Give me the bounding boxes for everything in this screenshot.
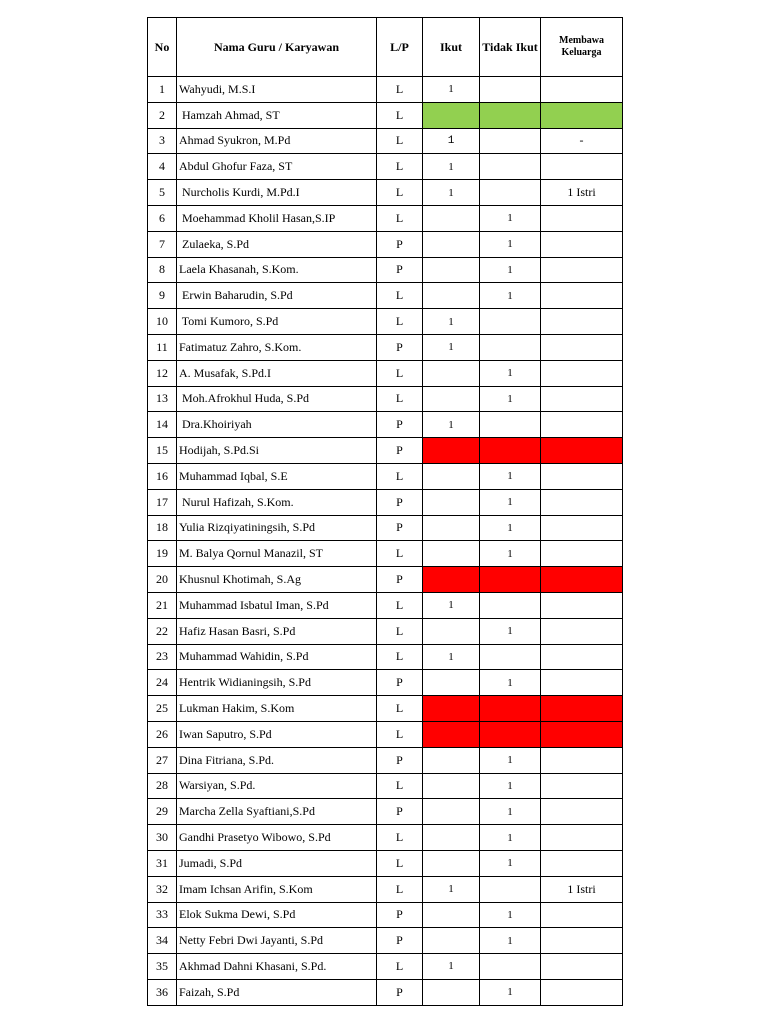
cell-ikut [423,489,480,515]
cell-no: 12 [148,360,177,386]
cell-ikut [423,696,480,722]
cell-tidak-ikut [480,644,541,670]
cell-lp: L [377,283,423,309]
cell-membawa-keluarga [541,283,623,309]
cell-tidak-ikut [480,721,541,747]
cell-tidak-ikut [480,154,541,180]
cell-ikut: 1 [423,876,480,902]
cell-tidak-ikut [480,876,541,902]
cell-no: 21 [148,592,177,618]
cell-no: 28 [148,773,177,799]
table-row [148,747,623,773]
cell-membawa-keluarga [541,334,623,360]
cell-no: 33 [148,902,177,928]
table-row [148,696,623,722]
cell-ikut [423,231,480,257]
cell-tidak-ikut [480,954,541,980]
table-row [148,799,623,825]
cell-tidak-ikut: 1 [480,515,541,541]
cell-ikut: 1 [423,592,480,618]
cell-name: Nurul Hafizah, S.Kom. [177,489,377,515]
cell-membawa-keluarga [541,386,623,412]
cell-lp: L [377,180,423,206]
cell-lp: P [377,257,423,283]
cell-tidak-ikut [480,412,541,438]
cell-tidak-ikut [480,102,541,128]
cell-membawa-keluarga: - [541,128,623,154]
table-row [148,77,623,103]
cell-lp: L [377,825,423,851]
cell-name: Zulaeka, S.Pd [177,231,377,257]
cell-lp: P [377,747,423,773]
table-row [148,618,623,644]
cell-no: 26 [148,721,177,747]
cell-no: 25 [148,696,177,722]
cell-no: 20 [148,567,177,593]
cell-tidak-ikut: 1 [480,386,541,412]
cell-ikut [423,102,480,128]
cell-lp: L [377,618,423,644]
cell-name: Ahmad Syukron, M.Pd [177,128,377,154]
cell-name: Abdul Ghofur Faza, ST [177,154,377,180]
header-ikut: Ikut [423,18,480,77]
cell-no: 22 [148,618,177,644]
attendance-table [147,17,623,1006]
cell-lp: P [377,902,423,928]
cell-membawa-keluarga [541,644,623,670]
cell-membawa-keluarga [541,825,623,851]
cell-name: Hentrik Widianingsih, S.Pd [177,670,377,696]
table-row [148,567,623,593]
cell-ikut [423,567,480,593]
cell-ikut: 1 [423,180,480,206]
cell-tidak-ikut: 1 [480,979,541,1005]
cell-no: 29 [148,799,177,825]
table-row [148,463,623,489]
cell-lp: L [377,309,423,335]
cell-no: 17 [148,489,177,515]
table-row [148,438,623,464]
cell-name: A. Musafak, S.Pd.I [177,360,377,386]
table-row [148,309,623,335]
cell-tidak-ikut: 1 [480,928,541,954]
cell-ikut: 1 [423,334,480,360]
cell-lp: L [377,592,423,618]
cell-ikut [423,799,480,825]
cell-lp: L [377,463,423,489]
cell-ikut: 1 [423,309,480,335]
header-row [148,18,623,77]
cell-membawa-keluarga [541,696,623,722]
cell-tidak-ikut [480,180,541,206]
cell-membawa-keluarga [541,954,623,980]
header-tidak-ikut: Tidak Ikut [480,18,541,77]
cell-no: 3 [148,128,177,154]
cell-lp: L [377,850,423,876]
cell-membawa-keluarga [541,515,623,541]
cell-membawa-keluarga [541,850,623,876]
cell-ikut [423,515,480,541]
cell-name: Jumadi, S.Pd [177,850,377,876]
table-row [148,876,623,902]
cell-no: 7 [148,231,177,257]
cell-lp: P [377,231,423,257]
cell-name: Elok Sukma Dewi, S.Pd [177,902,377,928]
cell-name: Moh.Afrokhul Huda, S.Pd [177,386,377,412]
cell-membawa-keluarga [541,618,623,644]
table-row [148,515,623,541]
cell-ikut: 1 [423,412,480,438]
cell-lp: P [377,334,423,360]
cell-membawa-keluarga [541,309,623,335]
cell-name: Nurcholis Kurdi, M.Pd.I [177,180,377,206]
cell-membawa-keluarga [541,721,623,747]
cell-lp: P [377,438,423,464]
cell-name: Muhammad Wahidin, S.Pd [177,644,377,670]
cell-no: 5 [148,180,177,206]
cell-lp: L [377,154,423,180]
cell-ikut [423,257,480,283]
cell-tidak-ikut: 1 [480,670,541,696]
cell-tidak-ikut: 1 [480,825,541,851]
cell-ikut [423,928,480,954]
cell-tidak-ikut: 1 [480,773,541,799]
cell-membawa-keluarga [541,438,623,464]
table-row [148,825,623,851]
cell-membawa-keluarga [541,154,623,180]
cell-membawa-keluarga [541,257,623,283]
cell-membawa-keluarga [541,463,623,489]
header-no: No [148,18,177,77]
cell-ikut [423,541,480,567]
cell-name: Hafiz Hasan Basri, S.Pd [177,618,377,644]
cell-membawa-keluarga: 1 Istri [541,876,623,902]
cell-ikut [423,618,480,644]
cell-lp: P [377,799,423,825]
cell-tidak-ikut: 1 [480,799,541,825]
cell-lp: L [377,721,423,747]
cell-tidak-ikut: 1 [480,618,541,644]
cell-no: 9 [148,283,177,309]
cell-tidak-ikut: 1 [480,231,541,257]
cell-tidak-ikut [480,77,541,103]
cell-ikut [423,438,480,464]
cell-membawa-keluarga [541,592,623,618]
cell-name: Lukman Hakim, S.Kom [177,696,377,722]
cell-no: 24 [148,670,177,696]
cell-name: M. Balya Qornul Manazil, ST [177,541,377,567]
cell-name: Gandhi Prasetyo Wibowo, S.Pd [177,825,377,851]
table-row [148,180,623,206]
cell-tidak-ikut: 1 [480,205,541,231]
cell-ikut [423,463,480,489]
cell-ikut [423,670,480,696]
cell-membawa-keluarga [541,489,623,515]
cell-lp: P [377,412,423,438]
cell-membawa-keluarga [541,747,623,773]
table-row [148,205,623,231]
cell-lp: L [377,541,423,567]
cell-ikut: 1 [423,154,480,180]
cell-no: 34 [148,928,177,954]
table-body [148,77,623,1006]
table-row [148,386,623,412]
table-row [148,670,623,696]
cell-no: 18 [148,515,177,541]
cell-ikut [423,825,480,851]
cell-lp: L [377,128,423,154]
cell-name: Hodijah, S.Pd.Si [177,438,377,464]
table-row [148,902,623,928]
cell-name: Muhammad Iqbal, S.E [177,463,377,489]
table-row [148,231,623,257]
table-row [148,128,623,154]
cell-lp: P [377,928,423,954]
cell-lp: P [377,567,423,593]
cell-membawa-keluarga [541,567,623,593]
cell-lp: L [377,386,423,412]
cell-no: 23 [148,644,177,670]
cell-ikut: 1 [423,77,480,103]
cell-lp: P [377,979,423,1005]
cell-tidak-ikut [480,438,541,464]
table-row [148,102,623,128]
cell-name: Dina Fitriana, S.Pd. [177,747,377,773]
cell-lp: L [377,644,423,670]
cell-ikut: 1 [423,644,480,670]
cell-membawa-keluarga [541,979,623,1005]
cell-membawa-keluarga [541,102,623,128]
header-lp: L/P [377,18,423,77]
cell-ikut [423,386,480,412]
cell-no: 30 [148,825,177,851]
table-row [148,979,623,1005]
cell-name: Moehammad Kholil Hasan,S.IP [177,205,377,231]
cell-ikut [423,360,480,386]
cell-lp: L [377,102,423,128]
cell-ikut [423,283,480,309]
cell-ikut [423,902,480,928]
table-row [148,592,623,618]
cell-no: 8 [148,257,177,283]
cell-no: 1 [148,77,177,103]
cell-name: Laela Khasanah, S.Kom. [177,257,377,283]
header-name: Nama Guru / Karyawan [177,18,377,77]
cell-no: 32 [148,876,177,902]
cell-ikut [423,205,480,231]
cell-no: 2 [148,102,177,128]
cell-membawa-keluarga [541,902,623,928]
table-row [148,850,623,876]
cell-lp: L [377,696,423,722]
cell-tidak-ikut: 1 [480,257,541,283]
cell-ikut [423,773,480,799]
cell-no: 35 [148,954,177,980]
cell-ikut [423,747,480,773]
cell-no: 6 [148,205,177,231]
table-row [148,489,623,515]
cell-name: Tomi Kumoro, S.Pd [177,309,377,335]
table-row [148,928,623,954]
cell-lp: P [377,670,423,696]
cell-ikut [423,721,480,747]
cell-membawa-keluarga [541,412,623,438]
table-row [148,644,623,670]
cell-name: Khusnul Khotimah, S.Ag [177,567,377,593]
cell-tidak-ikut: 1 [480,902,541,928]
cell-tidak-ikut: 1 [480,489,541,515]
cell-no: 11 [148,334,177,360]
cell-lp: L [377,205,423,231]
cell-ikut [423,979,480,1005]
table-row [148,773,623,799]
cell-name: Netty Febri Dwi Jayanti, S.Pd [177,928,377,954]
cell-name: Akhmad Dahni Khasani, S.Pd. [177,954,377,980]
header-membawa-keluarga: Membawa Keluarga [541,18,623,77]
cell-no: 14 [148,412,177,438]
cell-tidak-ikut: 1 [480,360,541,386]
cell-no: 4 [148,154,177,180]
cell-no: 27 [148,747,177,773]
cell-tidak-ikut: 1 [480,283,541,309]
table-row [148,334,623,360]
cell-tidak-ikut: 1 [480,463,541,489]
cell-name: Erwin Baharudin, S.Pd [177,283,377,309]
table-row [148,954,623,980]
cell-name: Wahyudi, M.S.I [177,77,377,103]
cell-tidak-ikut: 1 [480,747,541,773]
table-row [148,541,623,567]
cell-tidak-ikut [480,592,541,618]
cell-ikut [423,850,480,876]
cell-lp: L [377,360,423,386]
table-row [148,360,623,386]
cell-lp: P [377,489,423,515]
cell-tidak-ikut [480,128,541,154]
cell-no: 16 [148,463,177,489]
cell-membawa-keluarga [541,231,623,257]
cell-name: Hamzah Ahmad, ST [177,102,377,128]
cell-lp: L [377,77,423,103]
cell-no: 36 [148,979,177,1005]
cell-lp: P [377,515,423,541]
cell-tidak-ikut [480,334,541,360]
cell-membawa-keluarga [541,541,623,567]
cell-tidak-ikut: 1 [480,850,541,876]
cell-no: 15 [148,438,177,464]
cell-membawa-keluarga [541,77,623,103]
table-row [148,257,623,283]
cell-no: 19 [148,541,177,567]
cell-name: Iwan Saputro, S.Pd [177,721,377,747]
cell-name: Marcha Zella Syaftiani,S.Pd [177,799,377,825]
cell-name: Muhammad Isbatul Iman, S.Pd [177,592,377,618]
cell-membawa-keluarga [541,670,623,696]
cell-membawa-keluarga [541,205,623,231]
cell-ikut: 1 [423,128,480,154]
cell-name: Fatimatuz Zahro, S.Kom. [177,334,377,360]
cell-lp: L [377,876,423,902]
cell-name: Dra.Khoiriyah [177,412,377,438]
cell-name: Faizah, S.Pd [177,979,377,1005]
cell-name: Warsiyan, S.Pd. [177,773,377,799]
cell-lp: L [377,954,423,980]
table-row [148,154,623,180]
cell-membawa-keluarga: 1 Istri [541,180,623,206]
table-row [148,283,623,309]
cell-no: 31 [148,850,177,876]
cell-name: Yulia Rizqiyatiningsih, S.Pd [177,515,377,541]
cell-no: 13 [148,386,177,412]
cell-no: 10 [148,309,177,335]
cell-tidak-ikut [480,567,541,593]
cell-name: Imam Ichsan Arifin, S.Kom [177,876,377,902]
table-row [148,721,623,747]
cell-membawa-keluarga [541,799,623,825]
cell-membawa-keluarga [541,360,623,386]
cell-lp: L [377,773,423,799]
cell-membawa-keluarga [541,928,623,954]
cell-tidak-ikut [480,696,541,722]
cell-membawa-keluarga [541,773,623,799]
cell-tidak-ikut: 1 [480,541,541,567]
cell-tidak-ikut [480,309,541,335]
cell-ikut: 1 [423,954,480,980]
table-row [148,412,623,438]
